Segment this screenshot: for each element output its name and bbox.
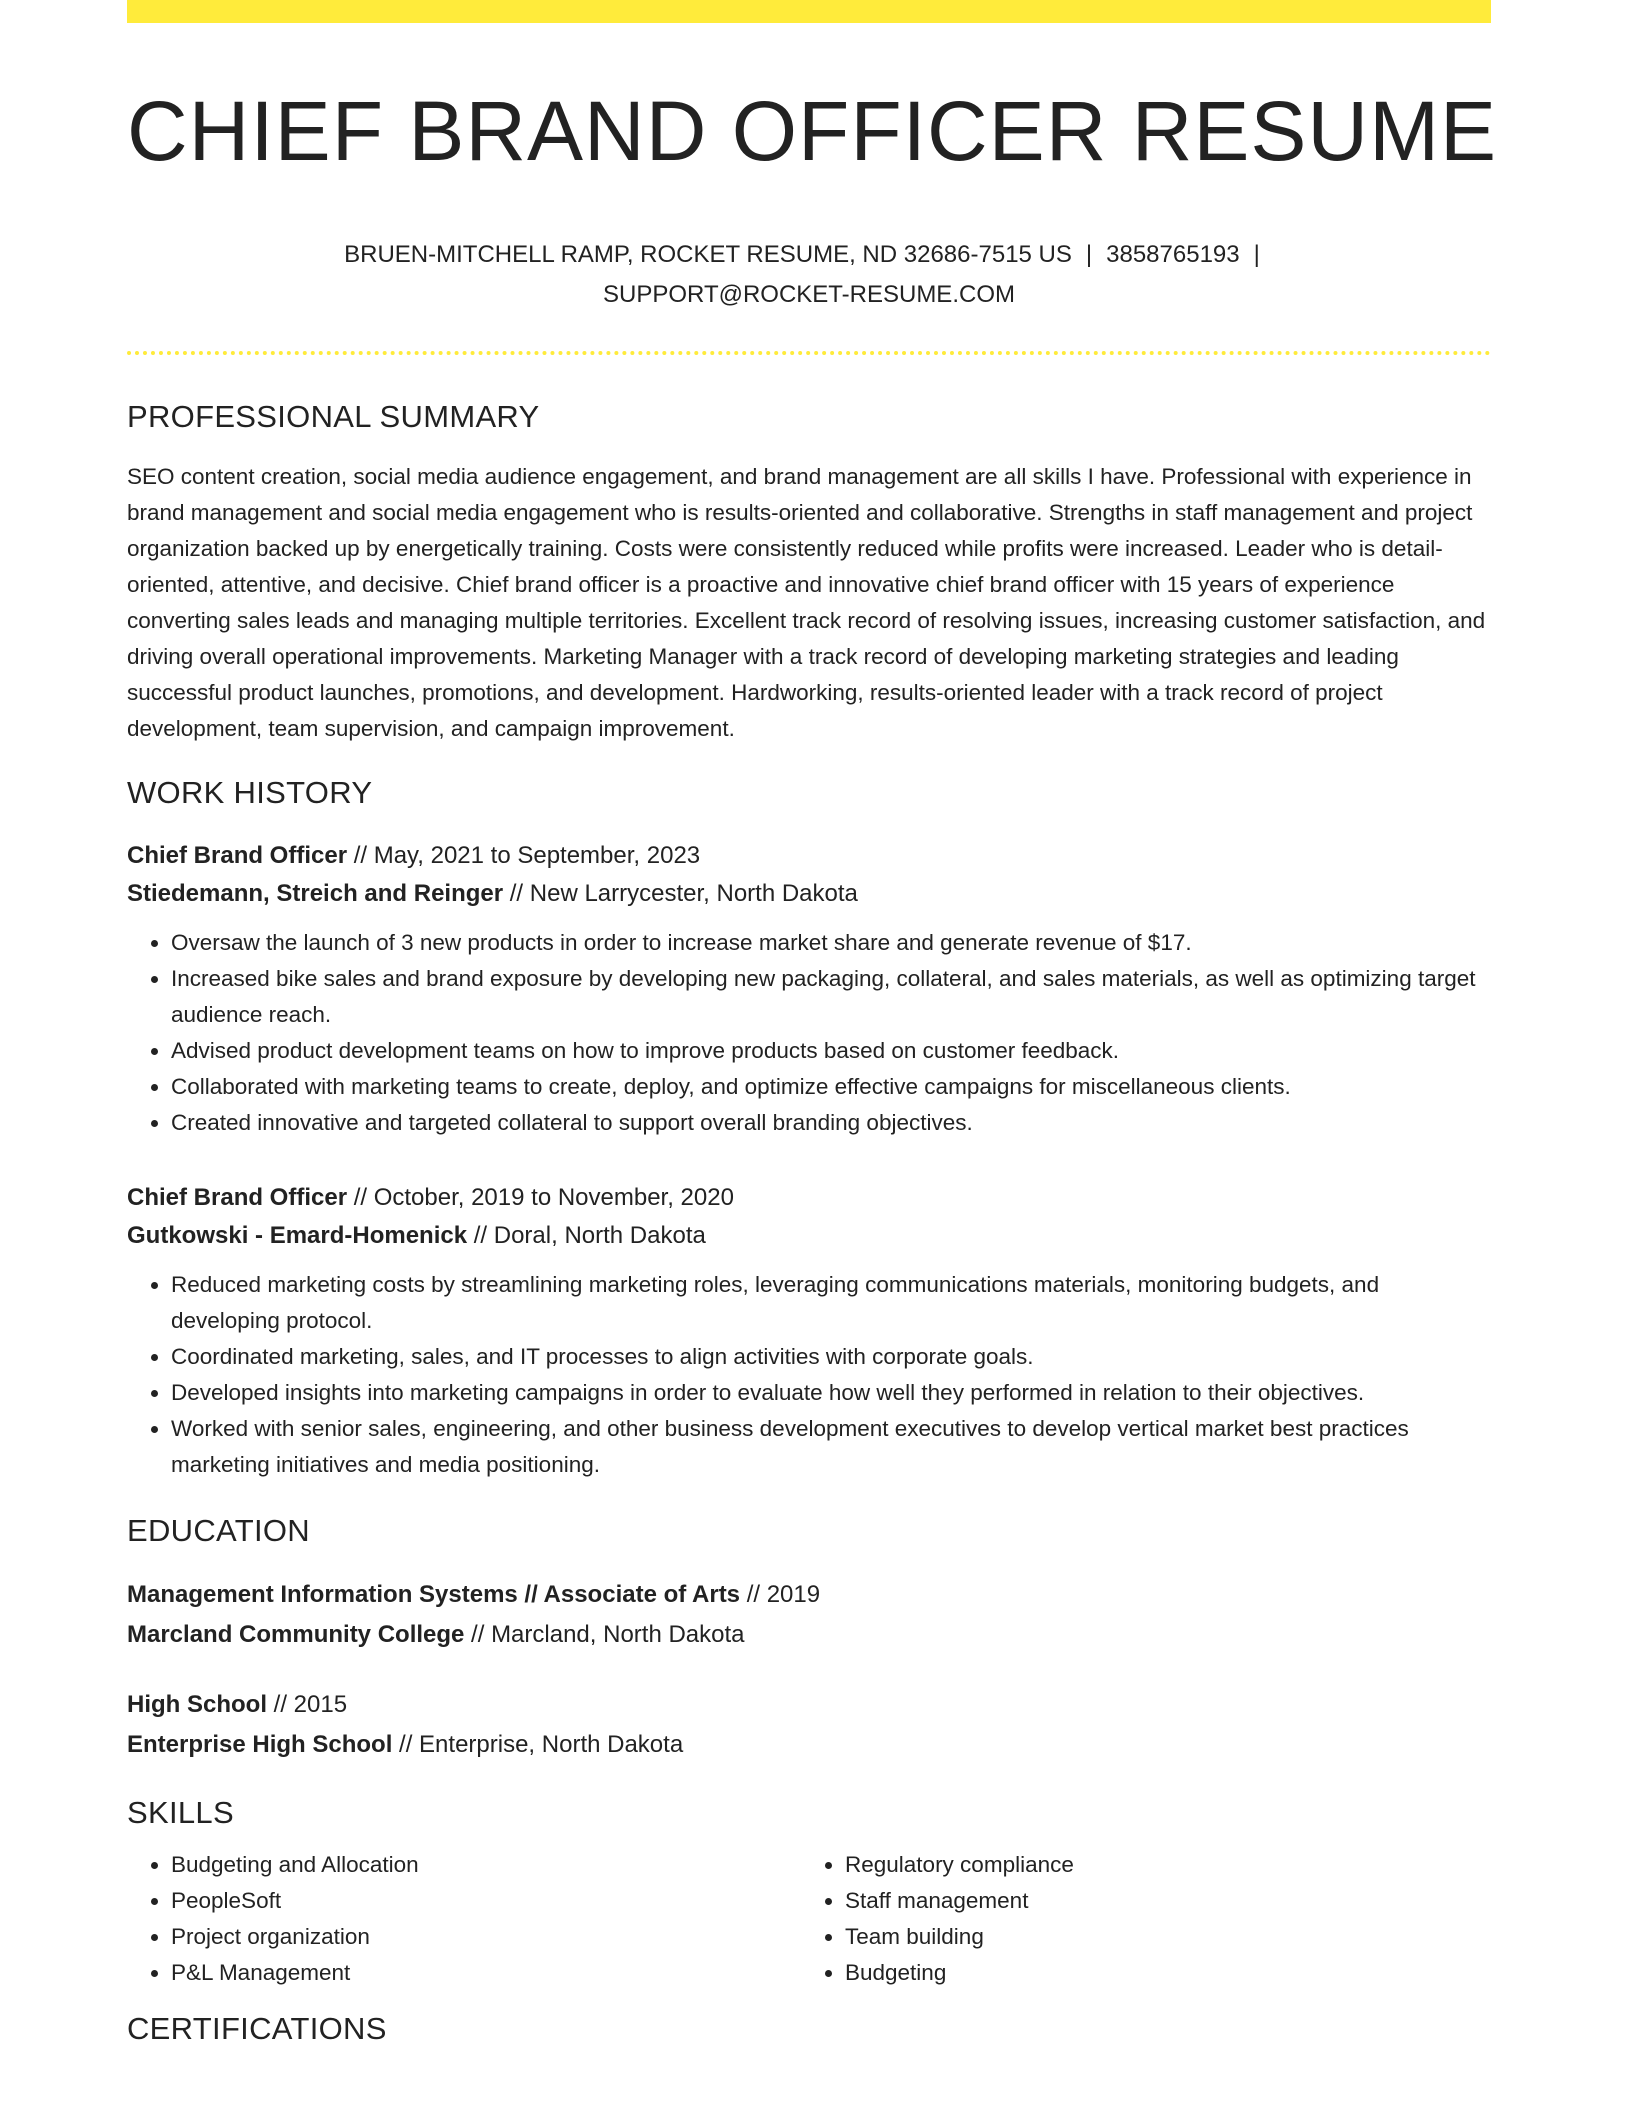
skills-heading: SKILLS <box>127 1795 234 1831</box>
summary-text: SEO content creation, social media audience engagement, and brand management are all skills I have. Professional with experience in brand management and social media engagement who is results-oriented and collaborative. Strengths in staff management and project organization backed up by energetically training. Costs were consistently reduced while profits were increased. Leader who is detail-oriented, attentive, and decisive. Chief brand officer is a proactive and innovative chief brand officer with 15 years of experience converting sales leads and managing multiple territories. Excellent track record of resolving issues, increasing customer satisfaction, and driving overall operational improvements. Marketing Manager with a track record of developing marketing strategies and leading successful product launches, promotions, and development. Hardworking, results-oriented leader with a track record of project development, team supervision, and campaign improvement. <box>127 464 1486 742</box>
job-bullet: • Advised product development teams on how to improve products based on customer feedback. <box>171 1033 1491 1069</box>
job-bullet: • Worked with senior sales, engineering, and other business development executives to develop vertical market best practices marketing initiatives and media positioning. <box>171 1411 1491 1483</box>
job-bullet: • Coordinated marketing, sales, and IT processes to align activities with corporate goals. <box>171 1339 1491 1375</box>
education-school: Marcland Community College <box>127 1621 465 1649</box>
education-degree-line <box>127 1575 1491 1615</box>
education-heading: EDUCATION <box>127 1513 310 1549</box>
skill-item: • Regulatory compliance <box>845 1847 1475 1883</box>
education-school-line <box>127 1615 1491 1655</box>
education-entry <box>127 1685 1491 1765</box>
job-title: Chief Brand Officer <box>127 1184 348 1212</box>
skill-item: • P&L Management <box>171 1955 801 1991</box>
accent-top-bar <box>127 0 1491 23</box>
job-bullet: • Increased bike sales and brand exposure by developing new packaging, collateral, and sales materials, as well as optimizing target audience reach. <box>171 961 1491 1033</box>
education-location: // Marcland, North Dakota <box>464 1621 745 1649</box>
education-location: // Enterprise, North Dakota <box>392 1731 684 1759</box>
skill-item: • Project organization <box>171 1919 801 1955</box>
job-entry <box>127 1179 1491 1483</box>
education-school-line <box>127 1725 1491 1765</box>
contact-info <box>127 235 1491 315</box>
skill-item: • Staff management <box>845 1883 1475 1919</box>
contact-phone: 3858765193 <box>1106 241 1240 269</box>
education-degree: Management Information Systems // Associate of Arts <box>127 1581 741 1609</box>
job-bullet: • Developed insights into marketing campaigns in order to evaluate how well they performed in relation to their objectives. <box>171 1375 1491 1411</box>
skills-column-right <box>801 1847 1475 1991</box>
job-dates: // May, 2021 to September, 2023 <box>347 842 701 870</box>
job-bullet: • Created innovative and targeted collateral to support overall branding objectives. <box>171 1105 1491 1141</box>
certifications-heading: CERTIFICATIONS <box>127 2011 387 2047</box>
resume-title: CHIEF BRAND OFFICER RESUME <box>127 84 1498 178</box>
job-location: // New Larrycester, North Dakota <box>503 880 858 908</box>
contact-separator: | <box>1085 241 1093 269</box>
skills-column-left <box>127 1847 801 1991</box>
education-school: Enterprise High School <box>127 1731 393 1759</box>
contact-address: BRUEN-MITCHELL RAMP, ROCKET RESUME, ND 32686-7515 US <box>344 241 1072 269</box>
job-dates: // October, 2019 to November, 2020 <box>347 1184 734 1212</box>
education-degree-line <box>127 1685 1491 1725</box>
job-entry <box>127 837 1491 1141</box>
dotted-divider <box>127 351 1491 355</box>
skills-grid <box>127 1847 1491 1991</box>
job-bullets <box>127 1267 1491 1483</box>
job-title-line <box>127 837 1491 875</box>
education-degree: High School <box>127 1691 267 1719</box>
skill-item: • PeopleSoft <box>171 1883 801 1919</box>
education-year: // 2015 <box>267 1691 348 1719</box>
contact-email: SUPPORT@ROCKET-RESUME.COM <box>603 281 1015 309</box>
skill-item: • Budgeting <box>845 1955 1475 1991</box>
job-bullet: • Oversaw the launch of 3 new products in order to increase market share and generate revenue of $17. <box>171 925 1491 961</box>
job-bullet: • Reduced marketing costs by streamlining marketing roles, leveraging communications materials, monitoring budgets, and developing protocol. <box>171 1267 1491 1339</box>
job-title-line <box>127 1179 1491 1217</box>
job-company-line <box>127 875 1491 913</box>
contact-separator: | <box>1253 241 1260 269</box>
resume-page <box>127 0 1498 2047</box>
skill-item: • Budgeting and Allocation <box>171 1847 801 1883</box>
job-bullet: • Collaborated with marketing teams to create, deploy, and optimize effective campaigns for miscellaneous clients. <box>171 1069 1491 1105</box>
summary-heading: PROFESSIONAL SUMMARY <box>127 399 540 435</box>
job-company-line <box>127 1217 1491 1255</box>
job-location: // Doral, North Dakota <box>467 1222 706 1250</box>
education-entry <box>127 1575 1491 1655</box>
work-history-heading: WORK HISTORY <box>127 775 373 811</box>
job-company: Stiedemann, Streich and Reinger <box>127 880 504 908</box>
job-bullets <box>127 925 1491 1141</box>
education-year: // 2019 <box>740 1581 821 1609</box>
skill-item: • Team building <box>845 1919 1475 1955</box>
job-title: Chief Brand Officer <box>127 842 348 870</box>
job-company: Gutkowski - Emard-Homenick <box>127 1222 468 1250</box>
